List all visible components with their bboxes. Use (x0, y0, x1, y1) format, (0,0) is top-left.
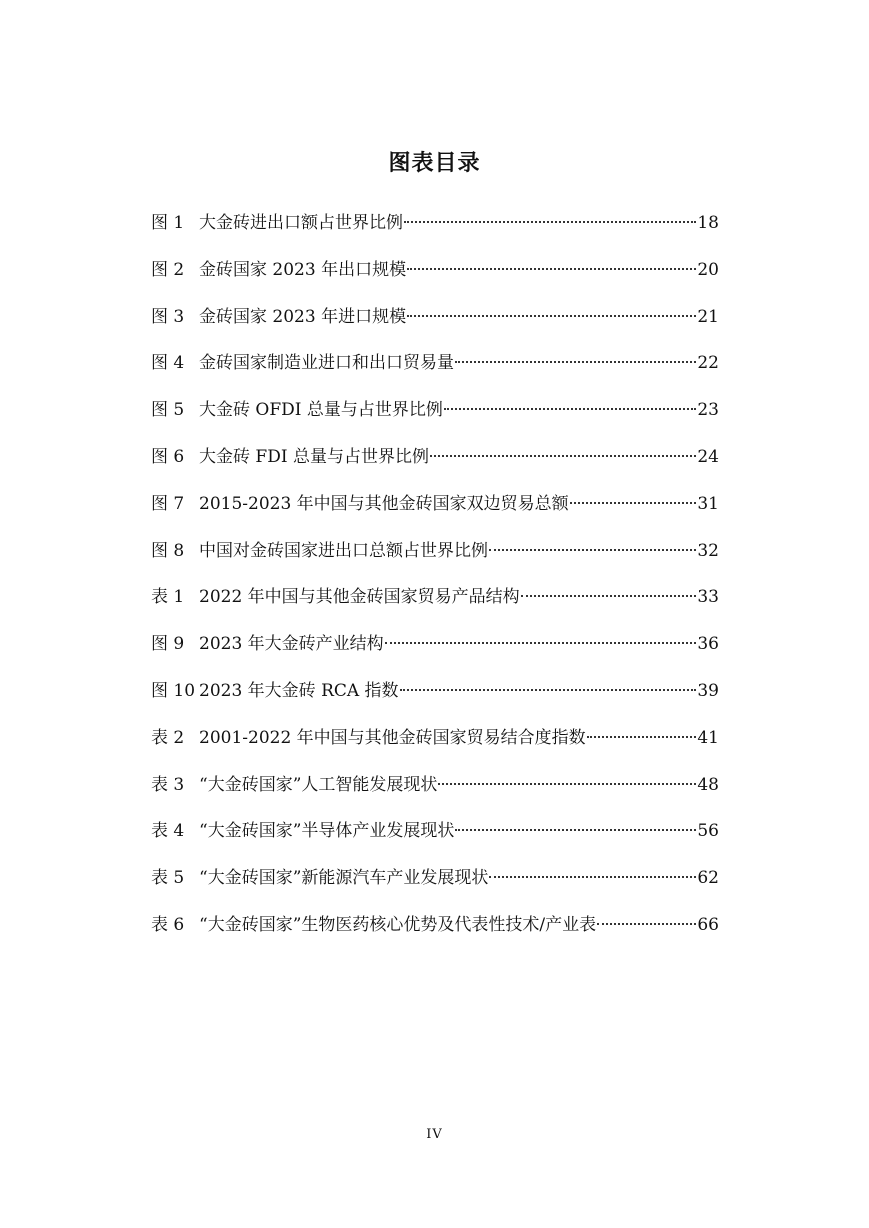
toc-entry-title: “大金砖国家”新能源汽车产业发展现状 (199, 868, 489, 889)
toc-entry[interactable] (151, 860, 719, 907)
toc-dot-leader (597, 923, 696, 925)
toc-entry-page: 21 (697, 306, 719, 327)
toc-dot-leader (455, 361, 696, 363)
toc-entry-page: 20 (697, 259, 719, 280)
toc-entry[interactable] (151, 205, 719, 252)
toc-entry-page: 18 (697, 213, 719, 233)
toc-entry-label: 表 4 (151, 821, 185, 842)
toc-entry-page: 62 (697, 868, 719, 889)
toc-entry-title: 中国对金砖国家进出口总额占世界比例 (199, 540, 488, 561)
toc-entry-label: 图 5 (151, 400, 185, 421)
toc-entry-label: 图 3 (151, 306, 185, 327)
toc-entry-page: 32 (697, 540, 719, 561)
toc-entry-title: 大金砖进出口额占世界比例 (199, 213, 403, 233)
toc-entry[interactable] (151, 907, 719, 954)
toc-entry-label: 图 7 (151, 493, 185, 514)
toc-entry-title: “大金砖国家”人工智能发展现状 (199, 774, 438, 795)
toc-entry-label: 表 3 (151, 774, 185, 795)
toc-entry[interactable] (151, 533, 719, 580)
toc-dot-leader (407, 268, 696, 270)
toc-entry[interactable] (151, 299, 719, 346)
toc-entry[interactable] (151, 439, 719, 486)
toc-dot-leader (455, 829, 696, 831)
toc-entry[interactable] (151, 345, 719, 392)
toc-entry[interactable] (151, 673, 719, 720)
toc-entry-page: 41 (697, 727, 719, 748)
toc-dot-leader (385, 642, 697, 644)
toc-entry[interactable] (151, 392, 719, 439)
toc-entry-page: 24 (697, 446, 719, 467)
toc-entry-page: 39 (697, 680, 719, 701)
toc-entry-label: 表 5 (151, 868, 185, 889)
toc-dot-leader (438, 783, 696, 785)
page-number: IV (426, 1127, 443, 1142)
toc-entry-page: 48 (697, 774, 719, 795)
toc-entry-title: “大金砖国家”生物医药核心优势及代表性技术/产业表 (199, 914, 597, 935)
toc-entry-title: 2015-2023 年中国与其他金砖国家双边贸易总额 (199, 493, 569, 514)
toc-dot-leader (489, 876, 696, 878)
toc-entry[interactable] (151, 626, 719, 673)
page-title: 图表目录 (388, 150, 481, 176)
toc-entry-title: 2001-2022 年中国与其他金砖国家贸易结合度指数 (199, 727, 586, 748)
toc-dot-leader (444, 408, 696, 410)
toc-entry[interactable] (151, 579, 719, 626)
toc-entry-title: 2023 年大金砖 RCA 指数 (199, 680, 399, 701)
toc-entry-page: 31 (697, 493, 719, 514)
toc-entry[interactable] (151, 813, 719, 860)
toc-entry-label: 图 10 (151, 680, 196, 701)
toc-entry-label: 表 2 (151, 727, 185, 748)
toc-entry-label: 图 9 (151, 634, 185, 655)
toc-entry-title: 金砖国家 2023 年进口规模 (199, 306, 407, 327)
toc-list (151, 205, 719, 954)
toc-dot-leader (587, 736, 697, 738)
toc-entry-label: 图 8 (151, 540, 185, 561)
toc-entry[interactable] (151, 720, 719, 767)
toc-dot-leader (570, 502, 697, 504)
toc-entry-label: 表 1 (151, 587, 185, 608)
toc-entry-page: 22 (697, 353, 719, 374)
toc-entry-title: 大金砖 OFDI 总量与占世界比例 (199, 400, 443, 421)
toc-entry-label: 图 1 (151, 213, 185, 233)
toc-entry-label: 表 6 (151, 914, 185, 935)
toc-entry[interactable] (151, 252, 719, 299)
toc-entry-title: “大金砖国家”半导体产业发展现状 (199, 821, 455, 842)
toc-entry-page: 33 (697, 587, 719, 608)
toc-entry-page: 66 (697, 914, 719, 935)
toc-entry-title: 2022 年中国与其他金砖国家贸易产品结构 (199, 587, 520, 608)
toc-entry[interactable] (151, 486, 719, 533)
toc-entry-label: 图 2 (151, 259, 185, 280)
toc-entry-title: 金砖国家制造业进口和出口贸易量 (199, 353, 454, 374)
toc-dot-leader (430, 455, 696, 457)
toc-entry-label: 图 6 (151, 446, 185, 467)
toc-entry-title: 大金砖 FDI 总量与占世界比例 (199, 446, 429, 467)
toc-dot-leader (489, 549, 696, 551)
toc-dot-leader (521, 595, 697, 597)
toc-dot-leader (407, 315, 696, 317)
toc-entry[interactable] (151, 767, 719, 814)
toc-entry-page: 23 (697, 400, 719, 421)
toc-entry-title: 2023 年大金砖产业结构 (199, 634, 384, 655)
toc-entry-title: 金砖国家 2023 年出口规模 (199, 259, 407, 280)
toc-dot-leader (400, 689, 697, 691)
toc-dot-leader (404, 221, 696, 223)
toc-entry-label: 图 4 (151, 353, 185, 374)
toc-entry-page: 56 (697, 821, 719, 842)
toc-entry-page: 36 (697, 634, 719, 655)
